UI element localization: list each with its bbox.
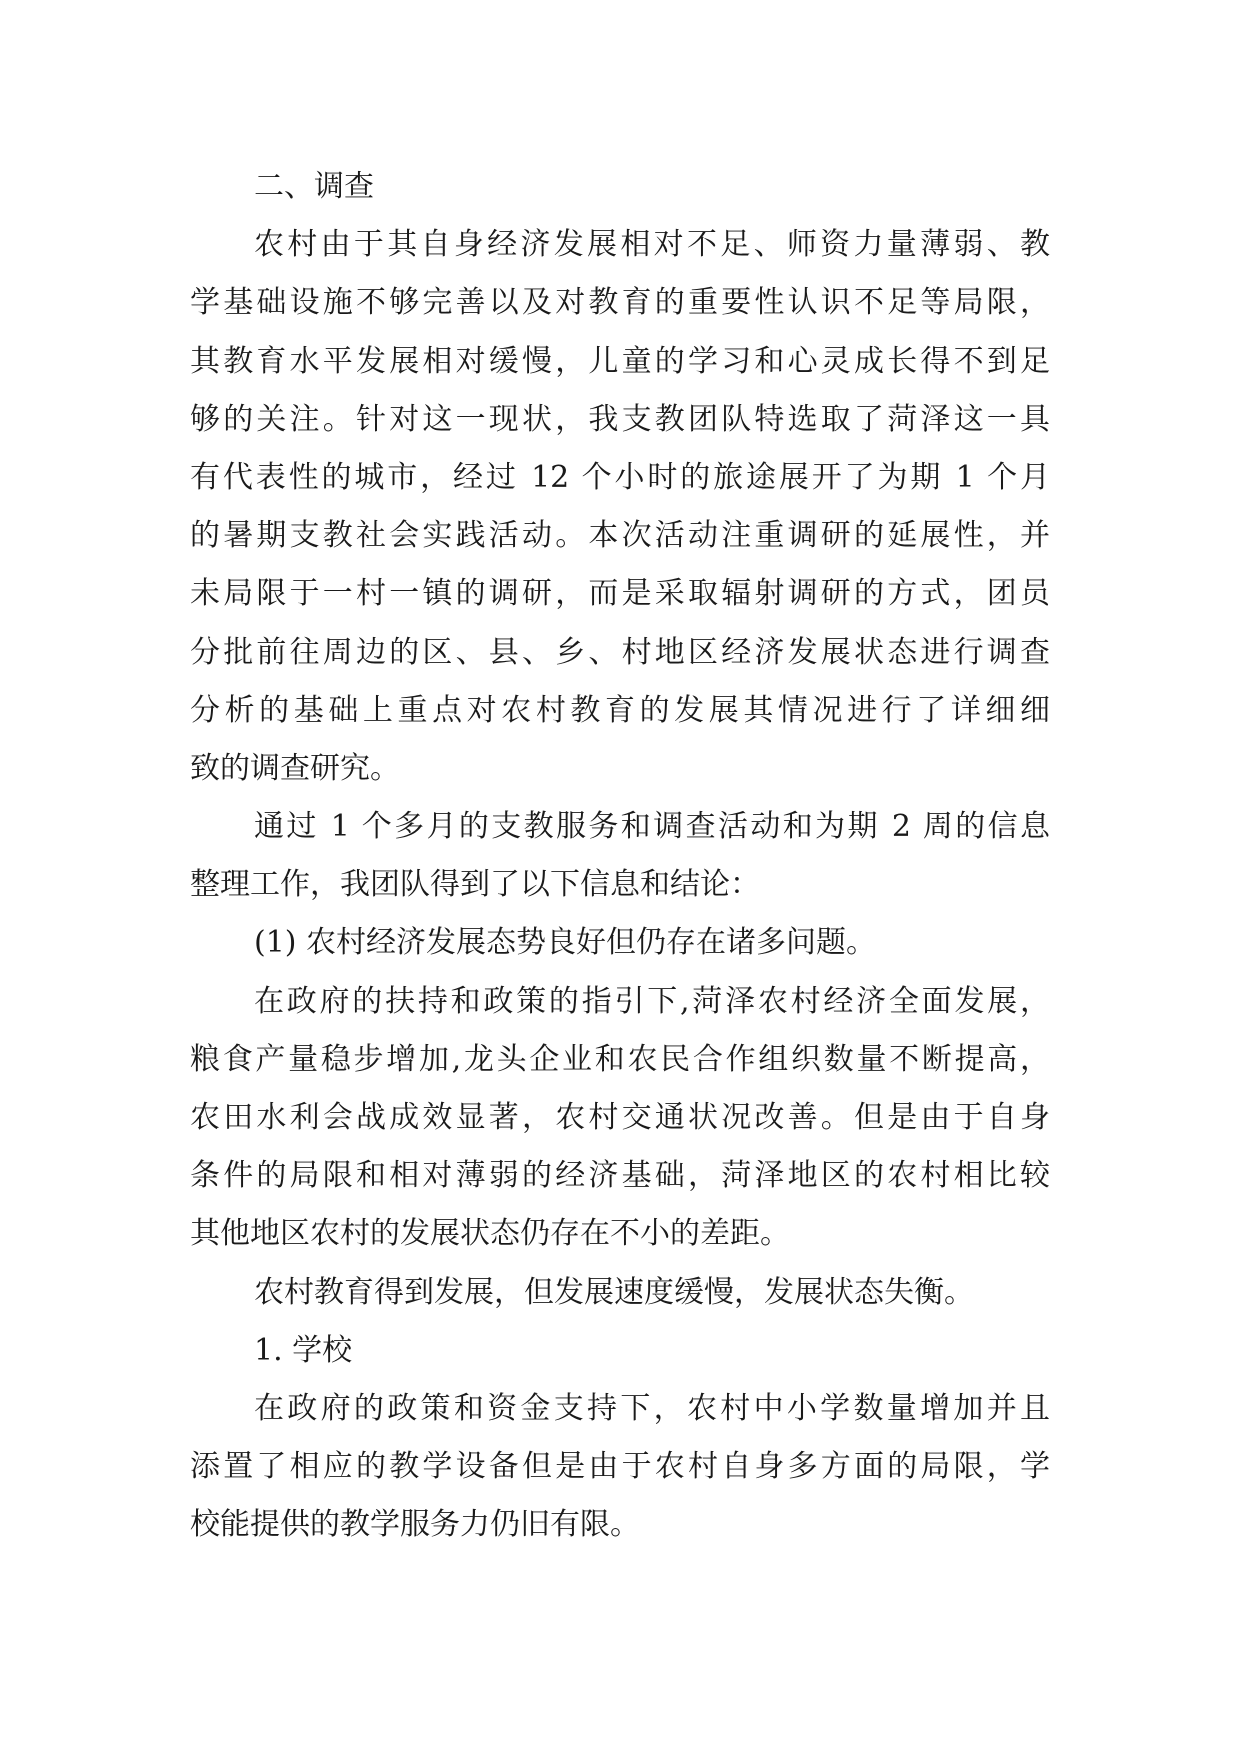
paragraph-3 <box>190 973 1050 1264</box>
paragraph-line: 整理工作，我团队得到了以下信息和结论： <box>190 867 760 903</box>
paragraph-line: 有代表性的城市，经过 12 个小时的旅途展开了为期 1 个月 <box>190 459 1050 495</box>
paragraph-line: 分批前往周边的区、县、乡、村地区经济发展状态进行调查 <box>190 634 1050 670</box>
paragraph-line: 校能提供的教学服务力仍旧有限。 <box>190 1507 640 1543</box>
paragraph-line: 通过 1 个多月的支教服务和调查活动和为期 2 周的信息 <box>254 809 1050 845</box>
paragraph-line: 分析的基础上重点对农村教育的发展其情况进行了详细细 <box>190 692 1050 728</box>
subheading-school: 1. 学校 <box>254 1332 353 1368</box>
paragraph-line: 添置了相应的教学设备但是由于农村自身多方面的局限，学 <box>190 1449 1050 1485</box>
paragraph-line: 条件的局限和相对薄弱的经济基础，菏泽地区的农村相比较 <box>190 1158 1050 1194</box>
paragraph-line: 农田水利会战成效显著，农村交通状况改善。但是由于自身 <box>190 1100 1050 1135</box>
paragraph-line: 学基础设施不够完善以及对教育的重要性认识不足等局限， <box>190 285 1050 321</box>
paragraph-line: 在政府的扶持和政策的指引下,菏泽农村经济全面发展， <box>254 983 1050 1019</box>
paragraph-4: 农村教育得到发展，但发展速度缓慢，发展状态失衡。 <box>254 1274 974 1310</box>
list-item-1: (1) 农村经济发展态势良好但仍存在诸多问题。 <box>254 925 877 961</box>
paragraph-5 <box>190 1380 1050 1555</box>
paragraph-line: 致的调查研究。 <box>190 750 400 786</box>
paragraph-line: 农村由于其自身经济发展相对不足、师资力量薄弱、教 <box>254 227 1050 263</box>
paragraph-line: 未局限于一村一镇的调研，而是采取辐射调研的方式，团员 <box>190 576 1050 612</box>
paragraph-line: 其教育水平发展相对缓慢，儿童的学习和心灵成长得不到足 <box>190 343 1050 379</box>
paragraph-line: 在政府的政策和资金支持下，农村中小学数量增加并且 <box>254 1390 1050 1426</box>
document-body <box>190 158 1050 1555</box>
paragraph-line: 其他地区农村的发展状态仍存在不小的差距。 <box>190 1216 790 1252</box>
paragraph-line: 够的关注。针对这一现状，我支教团队特选取了菏泽这一具 <box>190 401 1050 437</box>
paragraph-line: 粮食产量稳步增加,龙头企业和农民合作组织数量不断提高， <box>190 1041 1050 1077</box>
paragraph-1 <box>190 216 1050 798</box>
section-heading: 二、调查 <box>254 169 374 204</box>
paragraph-line: 的暑期支教社会实践活动。本次活动注重调研的延展性，并 <box>190 518 1050 554</box>
paragraph-2 <box>190 798 1050 914</box>
